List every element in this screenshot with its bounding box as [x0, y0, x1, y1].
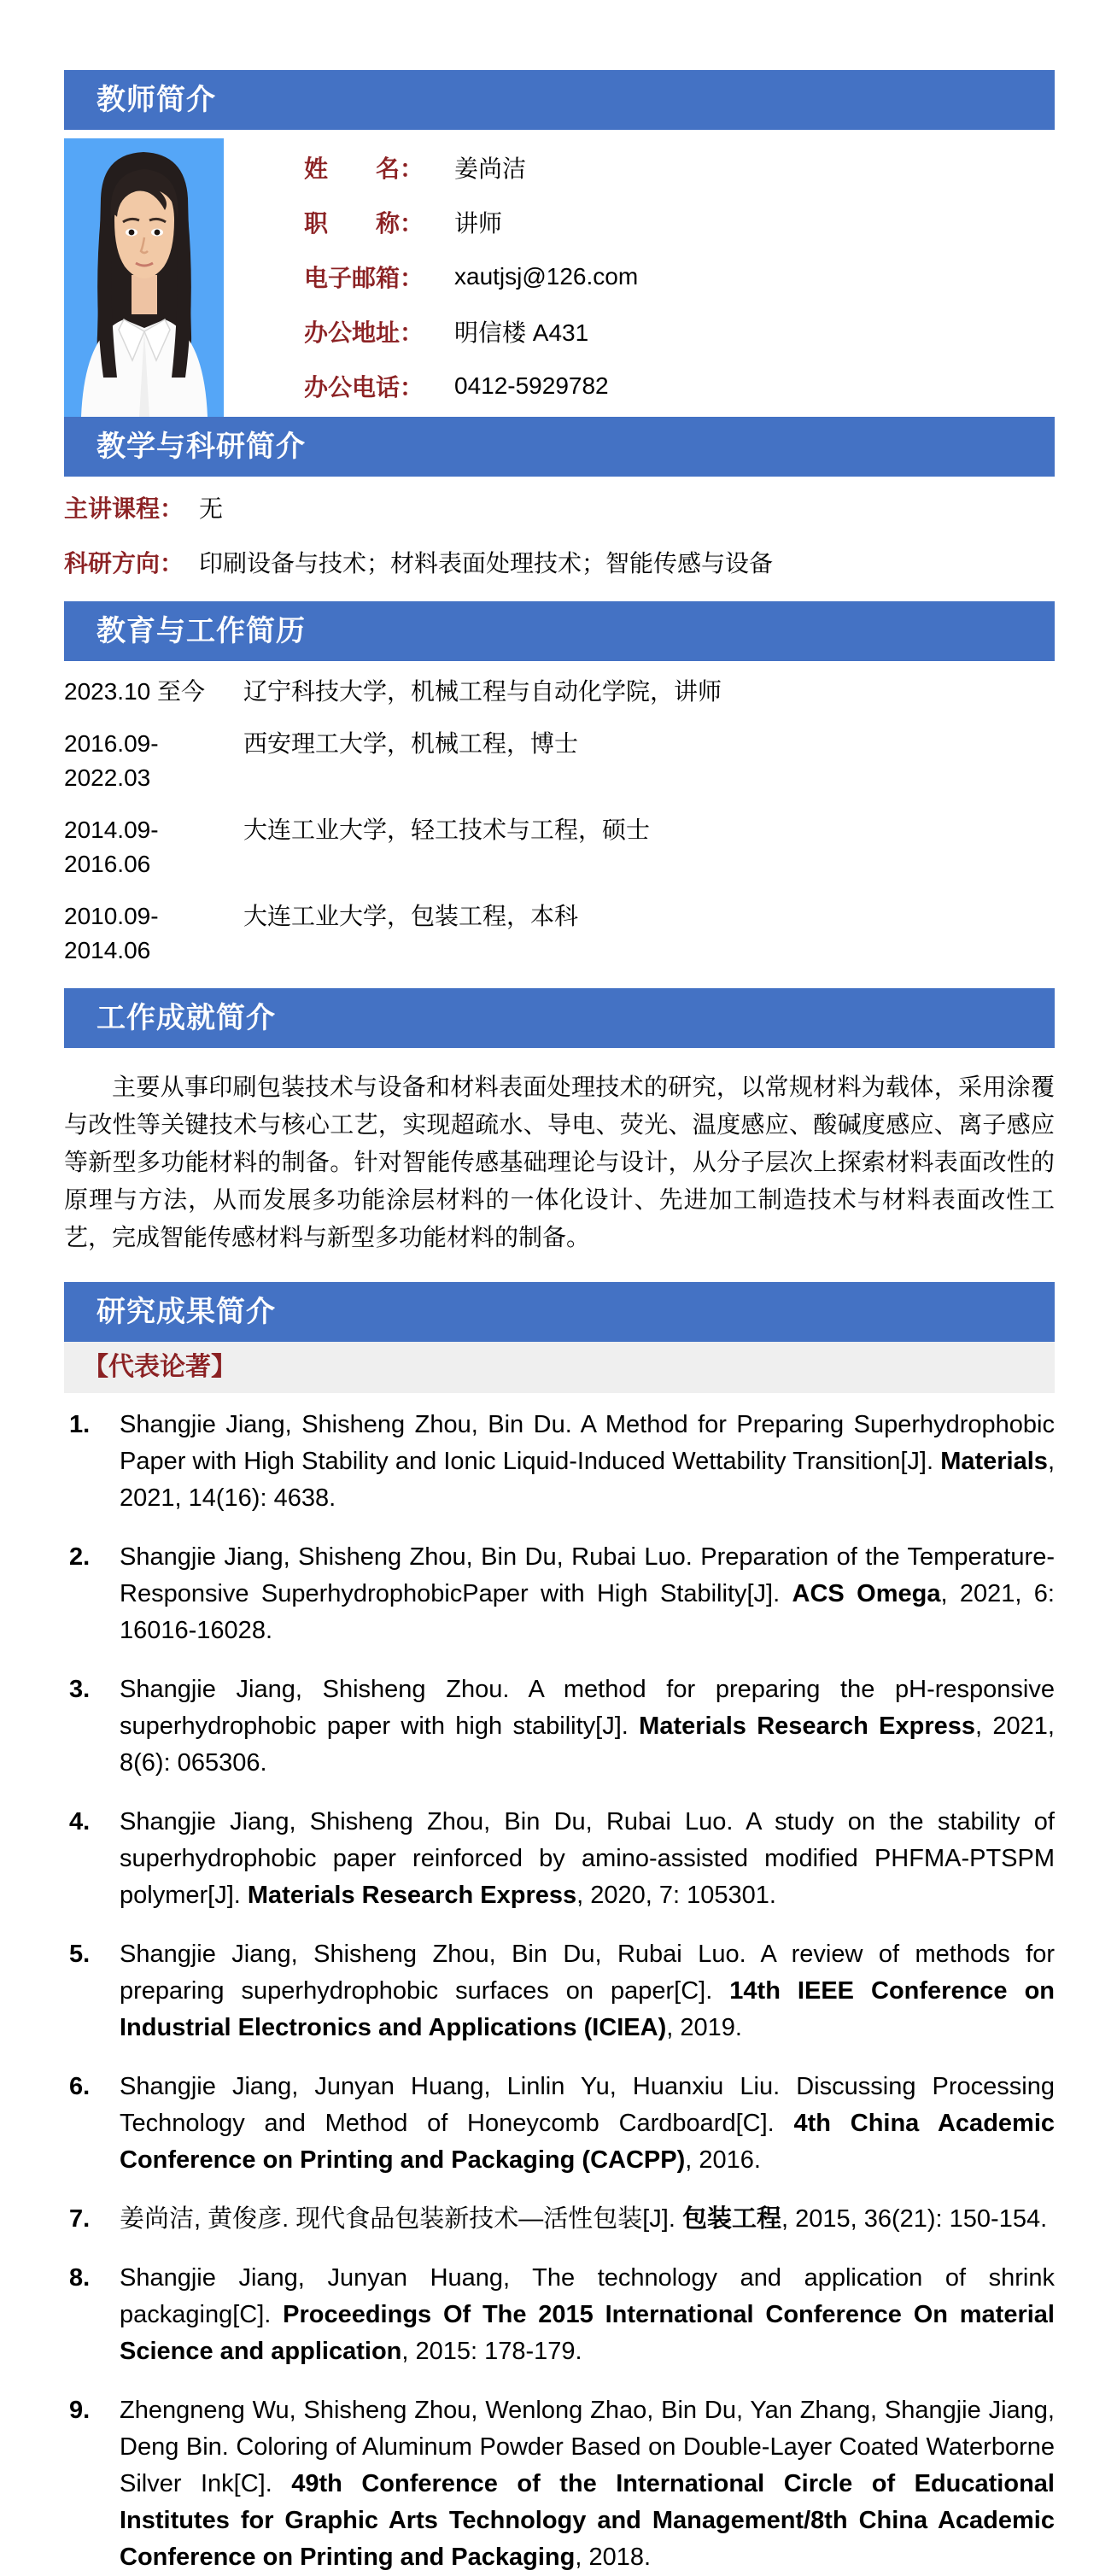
profile-row [64, 138, 1055, 417]
section-title: 研究成果简介 [96, 1296, 276, 1328]
publication-venue: Proceedings Of The 2015 International Conference On material Science and application [120, 2301, 1055, 2365]
education-row [64, 899, 1055, 968]
profile-field-value: 讲师 [454, 210, 503, 237]
publication-item [64, 1407, 1055, 1517]
teaching-label: 主讲课程： [64, 495, 184, 522]
section-bar-teaching-research [64, 417, 1055, 477]
publication-text: Shangjie Jiang, Junyan Huang, Linlin Yu, Huanxiu Liu. Discussing Processing Technology and Method of Honeycomb Cardboard[C]. [120, 2073, 1055, 2137]
teaching-block [64, 492, 1055, 581]
profile-field-row [304, 304, 1055, 359]
education-row [64, 727, 1055, 795]
publication-venue: Materials [940, 1448, 1048, 1475]
profile-photo [64, 138, 224, 417]
publication-venue: 包装工程 [681, 2205, 781, 2233]
publication-number: 8. [69, 2264, 91, 2292]
publication-item [64, 2201, 1055, 2238]
publication-text: , 2018. [575, 2544, 652, 2571]
publication-text: Shangjie Jiang, Shisheng Zhou, Bin Du, Rubai Luo. A review of methods for preparing superhydrophobic surfaces on paper[C]. [120, 1941, 1055, 2005]
publication-text: Shangjie Jiang, Shisheng Zhou, Bin Du, Rubai Luo. Preparation of the Temperature-Responsive SuperhydrophobicPaper with High Stability[J]. [120, 1543, 1055, 1607]
education-detail: 西安理工大学，机械工程，博士 [243, 730, 579, 757]
publication-number: 3. [69, 1676, 91, 1703]
id-photo-illustration [64, 138, 224, 417]
section-title: 教育与工作简历 [96, 615, 306, 647]
profile-fields [304, 138, 1055, 417]
publication-text: , 2021, 8(6): 065306. [120, 1712, 1055, 1777]
publication-text: , 2020, 7: 105301. [576, 1882, 776, 1909]
profile-field-row [304, 359, 1055, 413]
publication-text: , 2019. [666, 2014, 742, 2041]
education-row [64, 813, 1055, 881]
publication-number: 1. [69, 1411, 91, 1438]
publication-number: 9. [69, 2397, 91, 2424]
profile-field-row [304, 249, 1055, 304]
publication-number: 7. [69, 2205, 91, 2233]
section-bar-achievements [64, 988, 1055, 1048]
profile-field-value: xautjsj@126.com [454, 263, 639, 290]
education-period: 2010.09-2014.06 [64, 903, 159, 963]
publication-text: , 2016. [685, 2146, 761, 2174]
education-detail: 大连工业大学，轻工技术与工程，硕士 [243, 817, 651, 843]
section-bar-education-work [64, 601, 1055, 661]
education-detail: 辽宁科技大学，机械工程与自动化学院，讲师 [243, 678, 722, 705]
publication-text: Shangjie Jiang, Shisheng Zhou, Bin Du, Rubai Luo. A study on the stability of superhydrophobic paper reinforced by amino-assisted modified PHFMA-PTSPM polymer[J]. [120, 1808, 1055, 1909]
teaching-value: 印刷设备与技术；材料表面处理技术；智能传感与设备 [199, 550, 774, 577]
section-bar-teacher-intro [64, 70, 1055, 130]
publication-text: , 2021, 6: 16016-16028. [120, 1580, 1055, 1644]
publication-text: , 2021, 14(16): 4638. [120, 1448, 1055, 1512]
publication-number: 4. [69, 1808, 91, 1835]
education-period: 2014.09-2016.06 [64, 817, 159, 877]
publication-text: Shangjie Jiang, Shisheng Zhou. A method for preparing the pH-responsive superhydrophobic paper with high stability[J]. [120, 1676, 1055, 1740]
education-block [64, 675, 1055, 968]
teaching-row [64, 492, 1055, 526]
profile-field-row [304, 195, 1055, 249]
publication-text: Zhengneng Wu, Shisheng Zhou, Wenlong Zhao, Bin Du, Yan Zhang, Shangjie Jiang, Deng Bin. Coloring of Aluminum Powder Based on Double-Layer Coated Waterborne Silver Ink[C]. [120, 2397, 1055, 2497]
publication-venue: Materials Research Express [247, 1882, 577, 1909]
teaching-row [64, 547, 1055, 581]
section-title: 工作成就简介 [96, 1002, 276, 1034]
publication-text: , 2015: 178-179. [401, 2338, 582, 2365]
profile-field-label: 办公地址： [304, 319, 424, 346]
subsection-title: 【代表论著】 [83, 1353, 237, 1381]
achievements-paragraph: 主要从事印刷包装技术与设备和材料表面处理技术的研究，以常规材料为载体，采用涂覆与改性等关键技术与核心工艺，实现超疏水、导电、荧光、温度感应、酸碱度感应、离子感应等新型多功能材料的制备。针对智能传感基础理论与设计，从分子层次上探索材料表面改性的原理与方法，从而发展多功能涂层材料的一体化设计、先进加工制造技术与材料表面改性工艺，完成智能传感材料与新型多功能材料的制备。 [64, 1074, 1055, 1250]
publication-text: Shangjie Jiang, Shisheng Zhou, Bin Du. A Method for Preparing Superhydrophobic Paper with High Stability and Ionic Liquid-Induced Wettability Transition[J]. [120, 1411, 1055, 1475]
publication-item [64, 2260, 1055, 2370]
publication-number: 2. [69, 1543, 91, 1571]
publication-text: Shangjie Jiang, Junyan Huang, The technology and application of shrink packaging[C]. [120, 2264, 1055, 2328]
teaching-value: 无 [199, 495, 224, 522]
profile-field-value: 0412-5929782 [454, 372, 609, 399]
profile-field-label: 电子邮箱： [304, 265, 424, 291]
publication-number: 5. [69, 1941, 91, 1968]
profile-field-value: 姜尚洁 [454, 155, 527, 182]
publication-venue: 49th Conference of the International Circle of Educational Institutes for Graphic Arts Technology and Management/8th China Academic Conference on Printing and Packaging [120, 2470, 1055, 2571]
publication-item [64, 1539, 1055, 1649]
section-title: 教学与科研简介 [96, 430, 306, 463]
representative-works-band [64, 1342, 1055, 1393]
education-detail: 大连工业大学，包装工程，本科 [243, 903, 579, 929]
publication-number: 6. [69, 2073, 91, 2100]
section-title: 教师简介 [96, 84, 216, 116]
publication-item [64, 1936, 1055, 2046]
profile-field-label: 职 称： [304, 210, 424, 237]
profile-field-row [304, 140, 1055, 195]
profile-field-value: 明信楼 A431 [454, 319, 589, 346]
publication-venue: 4th China Academic Conference on Printing and Packaging (CACPP) [120, 2110, 1056, 2174]
publication-venue: 14th IEEE Conference on Industrial Electronics and Applications (ICIEA) [120, 1977, 1056, 2041]
publication-venue: Materials Research Express [639, 1712, 976, 1740]
publication-venue: ACS Omega [792, 1580, 941, 1607]
profile-field-label: 姓 名： [304, 155, 424, 182]
publication-text: , 2015, 36(21): 150-154. [781, 2205, 1048, 2233]
publication-item [64, 2392, 1055, 2576]
section-bar-research-results [64, 1282, 1055, 1342]
publication-item [64, 1804, 1055, 1914]
publication-item [64, 1671, 1055, 1782]
teaching-label: 科研方向： [64, 550, 184, 577]
publication-list [64, 1407, 1055, 2576]
education-period: 2016.09-2022.03 [64, 730, 159, 791]
publication-item [64, 2069, 1055, 2179]
education-period: 2023.10 至今 [64, 678, 205, 705]
publication-text: 姜尚洁, 黄俊彦. 现代食品包装新技术—活性包装[J]. [120, 2205, 682, 2233]
profile-field-label: 办公电话： [304, 374, 424, 401]
education-row [64, 675, 1055, 709]
